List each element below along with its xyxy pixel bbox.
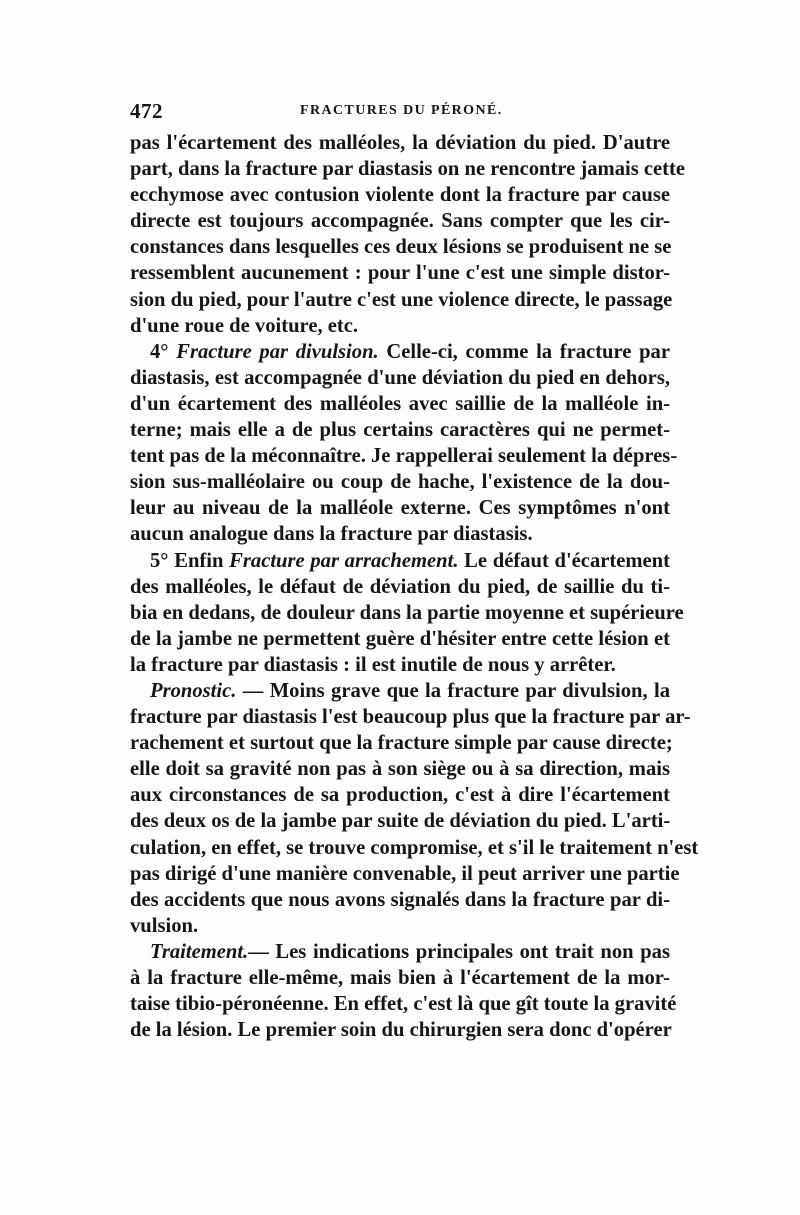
line-italic-heading: Fracture par divulsion. [176,340,379,363]
text-line [130,521,670,547]
line-text: pas dirigé d'une manière convenable, il peut arriver une partie [130,862,680,885]
text-line [130,1017,670,1043]
line-text: rachement et surtout que la fracture simple par cause directe; [130,732,673,755]
text-line [130,730,673,756]
text-line [130,626,670,652]
text-line [130,782,670,808]
body-text [130,130,699,1043]
text-line [130,913,670,939]
text-line [130,365,670,391]
line-lead: 5° Enfin [150,549,230,572]
line-text: la fracture par diastasis : il est inutile de nous y arrêter. [130,653,616,676]
text-line [130,991,677,1017]
line-text: des accidents que nous avons signalés dans la fracture par di- [130,888,670,911]
text-line [130,287,673,313]
text-line [130,861,680,887]
line-text: d'un écartement des malléoles avec saillie de la malléole in- [130,392,670,415]
text-line [130,156,686,182]
line-text: ressemblent aucunement : pour l'une c'est une simple distor- [130,262,670,285]
line-text: aucun analogue dans la fracture par diastasis. [130,523,533,546]
text-line [130,600,684,626]
line-text: — Moins grave que la fracture par divulsion, la [236,679,670,702]
text-line [130,182,670,208]
text-line [130,835,699,861]
running-title: FRACTURES DU PÉRONÉ. [300,103,503,118]
line-text: d'une roue de voiture, etc. [130,314,359,337]
text-line [130,417,670,443]
text-line [130,313,670,339]
line-text: terne; mais elle a de plus certains caractères qui ne permet- [130,419,670,442]
line-text: ecchymose avec contusion violente dont la fracture par cause [130,184,670,207]
text-line [130,678,670,704]
line-text: de la lésion. Le premier soin du chirurgien sera donc d'opérer [130,1019,672,1042]
line-italic-heading: Pronostic. [150,679,237,702]
line-text: part, dans la fracture par diastasis on ne rencontre jamais cette [130,158,686,181]
line-text: elle doit sa gravité non pas à son siège ou à sa direction, mais [130,758,670,781]
page-header [130,99,670,125]
text-line [130,443,678,469]
line-text: fracture par diastasis l'est beaucoup plus que la fracture par ar- [130,706,691,729]
text-line [130,130,670,156]
text-line [130,469,670,495]
line-text: constances dans lesquelles ces deux lésions se produisent ne se [130,236,672,259]
text-line [130,339,670,365]
line-text: aux circonstances de sa production, c'est à dire l'écartement [130,784,670,807]
text-line [130,574,670,600]
text-line [130,939,670,965]
text-line [130,965,670,991]
text-line [130,887,670,913]
text-line [130,260,670,286]
line-text: taise tibio-péronéenne. En effet, c'est là que gît toute la gravité [130,993,677,1016]
line-lead: 4° [150,340,177,363]
line-text: de la jambe ne permettent guère d'hésiter entre cette lésion et [130,627,670,650]
line-text: sion du pied, pour l'autre c'est une violence directe, le passage [130,288,673,311]
line-text: bia en dedans, de douleur dans la partie moyenne et supérieure [130,601,684,624]
text-line [130,208,670,234]
line-text: sion sus-malléolaire ou coup de hache, l'existence de la dou- [130,471,670,494]
line-italic-heading: Traitement. [150,940,249,963]
line-text: culation, en effet, se trouve compromise, et s'il le traitement n'est [130,836,699,859]
line-text: directe est toujours accompagnée. Sans compter que les cir- [130,210,670,233]
text-line [130,391,670,417]
text-line [130,756,670,782]
text-line [130,234,670,260]
line-text: vulsion. [130,914,199,937]
line-text: des deux os de la jambe par suite de déviation du pied. L'arti- [130,810,671,833]
line-text: pas l'écartement des malléoles, la déviation du pied. D'autre [130,132,670,154]
text-line [130,704,691,730]
line-text: — Les indications principales ont trait non pas [248,940,670,963]
page-number: 472 [130,99,163,123]
line-text: Celle-ci, comme la fracture par [378,340,670,363]
text-line [130,548,670,574]
line-text: Le défaut d'écartement [458,549,670,572]
text-line [130,495,670,521]
line-text: à la fracture elle-même, mais bien à l'écartement de la mor- [130,967,670,989]
text-line [130,652,670,678]
text-line [130,808,670,834]
line-text: tent pas de la méconnaître. Je rappellerai seulement la dépres- [130,445,678,468]
line-italic-heading: Fracture par arrachement. [229,549,459,572]
line-text: leur au niveau de la malléole externe. Ces symptômes n'ont [130,497,670,520]
line-text: diastasis, est accompagnée d'une déviation du pied en dehors, [130,366,670,389]
line-text: des malléoles, le défaut de déviation du pied, de saillie du ti- [130,575,670,598]
